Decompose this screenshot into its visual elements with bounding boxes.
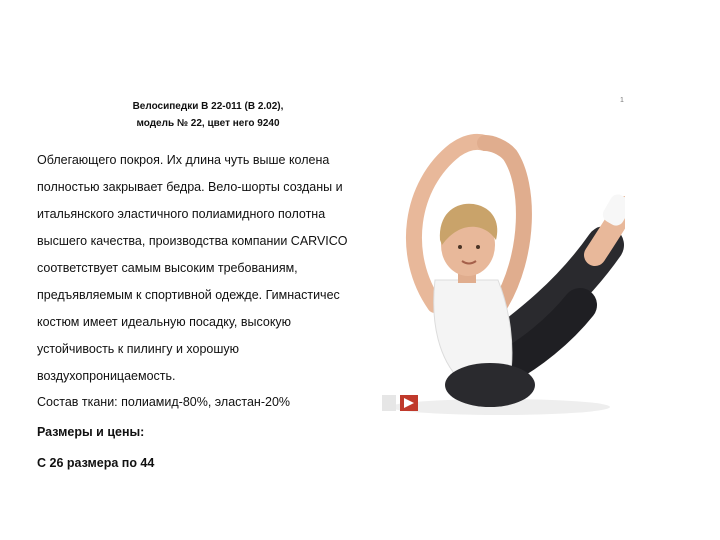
- product-photo: [380, 95, 625, 425]
- page-mark: 1: [620, 97, 624, 104]
- description-line: полностью закрывает бедра. Вело-шорты созданы и: [37, 180, 343, 194]
- description-line: устойчивость к пилингу и хорошую: [37, 342, 240, 356]
- description-line: воздухопроницаемость.: [37, 369, 176, 383]
- description-line: итальянского эластичного полиамидного полотна: [37, 207, 326, 221]
- product-title-line1: Велосипедки В 22-011 (В 2.02),: [132, 101, 284, 112]
- description-line: предъявляемым к спортивной одежде. Гимнастичес: [37, 288, 340, 302]
- product-title: [78, 98, 338, 132]
- sizes-range: С 26 размера по 44: [37, 456, 155, 470]
- sizes-heading: Размеры и цены:: [37, 425, 145, 439]
- description-line: Облегающего покроя. Их длина чуть выше колена: [37, 153, 330, 167]
- product-description: [37, 147, 382, 390]
- gymnast-illustration: [380, 95, 625, 425]
- description-line: высшего качества, производства компании CARVICO: [37, 234, 348, 248]
- product-title-line2: модель № 22, цвет него 9240: [136, 118, 280, 129]
- description-line: соответствует самым высоким требованиям,: [37, 261, 298, 275]
- fabric-composition: Состав ткани: полиамид-80%, эластан-20%: [37, 395, 291, 409]
- description-line: костюм имеет идеальную посадку, высокую: [37, 315, 292, 329]
